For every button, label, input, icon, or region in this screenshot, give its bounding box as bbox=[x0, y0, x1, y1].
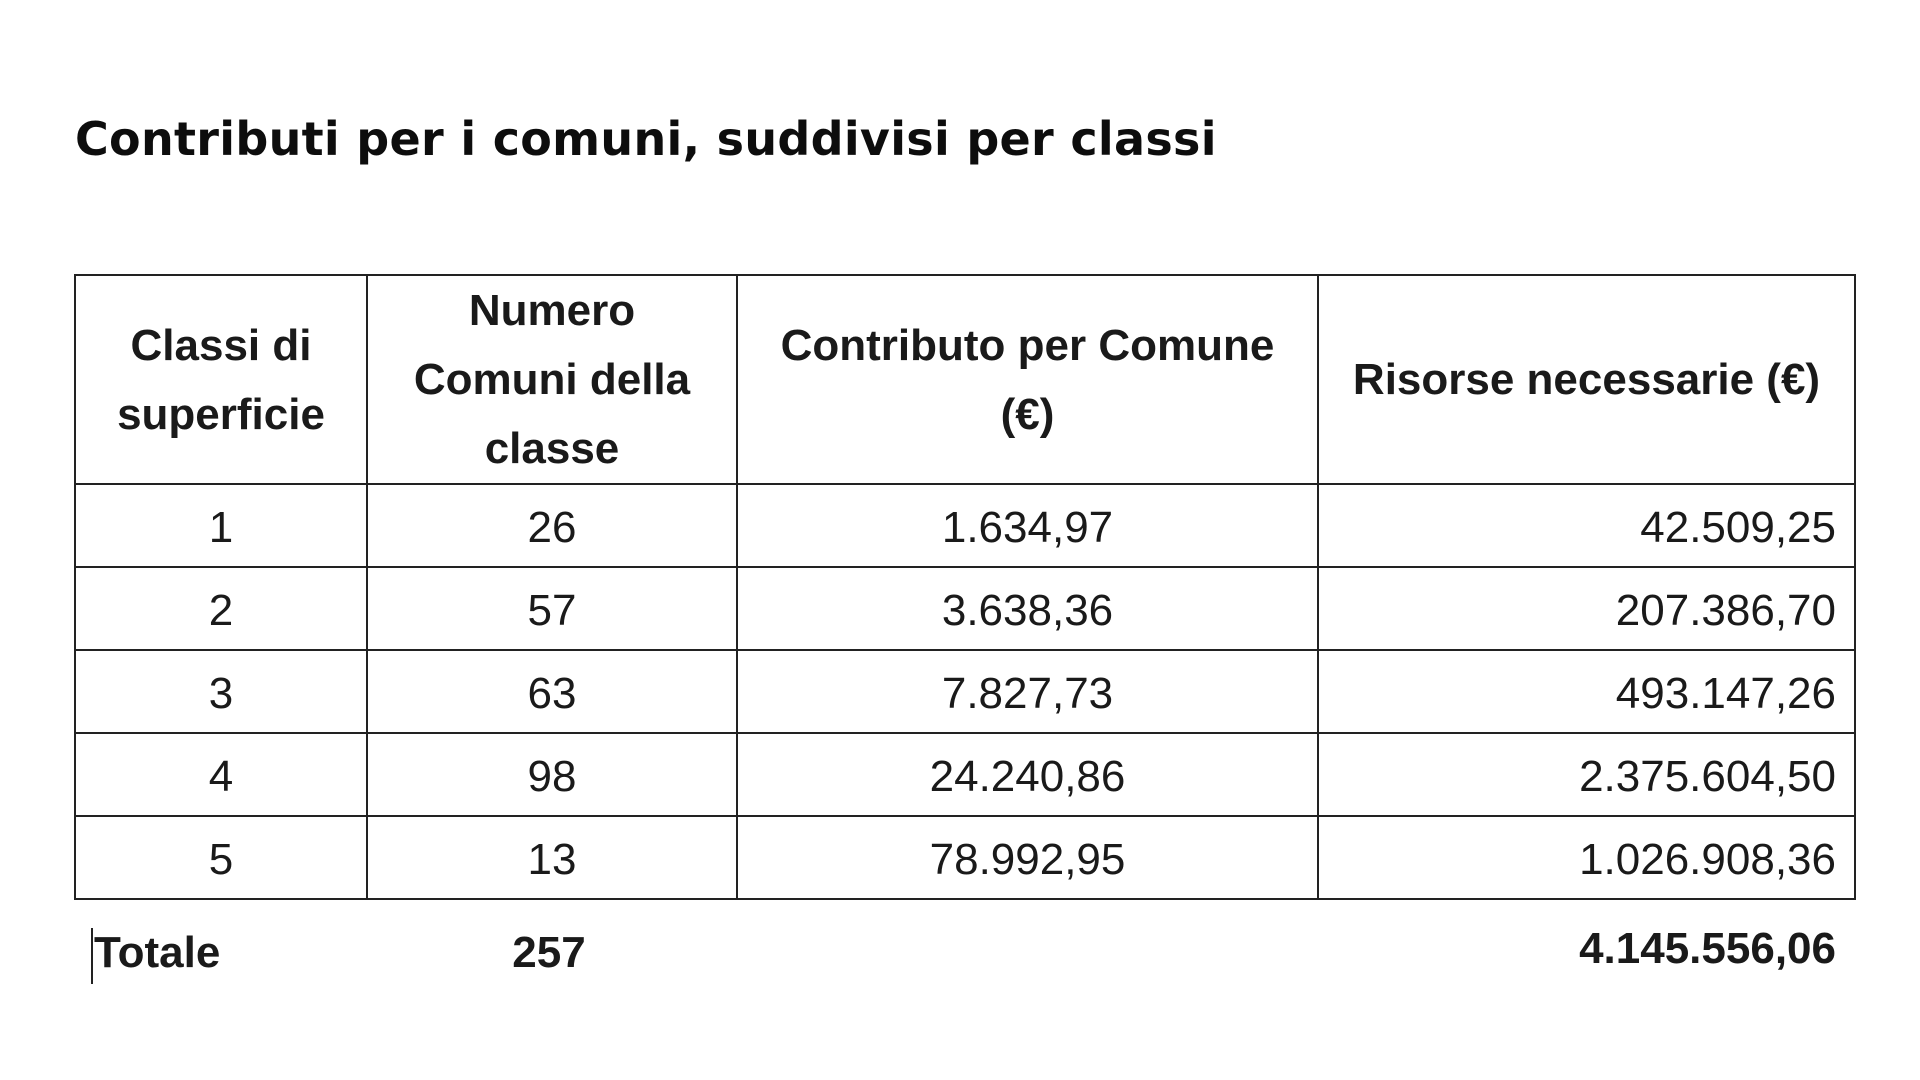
cell-contributo: 24.240,86 bbox=[737, 733, 1318, 816]
total-comuni: 257 bbox=[512, 928, 586, 977]
cell-risorse: 493.147,26 bbox=[1318, 650, 1855, 733]
contributi-table bbox=[74, 274, 1856, 900]
cell-classe: 1 bbox=[75, 484, 367, 567]
cell-classe: 2 bbox=[75, 567, 367, 650]
cell-classe: 5 bbox=[75, 816, 367, 899]
cell-contributo: 78.992,95 bbox=[737, 816, 1318, 899]
table-row bbox=[75, 816, 1855, 899]
cell-risorse: 207.386,70 bbox=[1318, 567, 1855, 650]
table-row bbox=[75, 484, 1855, 567]
cell-risorse: 1.026.908,36 bbox=[1318, 816, 1855, 899]
page-title: Contributi per i comuni, suddivisi per classi bbox=[75, 112, 1217, 166]
totals-row bbox=[74, 920, 1854, 990]
cell-numero-comuni: 63 bbox=[367, 650, 737, 733]
header-risorse-necessarie: Risorse necessarie (€) bbox=[1318, 275, 1855, 484]
cell-risorse: 42.509,25 bbox=[1318, 484, 1855, 567]
cell-classe: 4 bbox=[75, 733, 367, 816]
header-contributo-per-comune: Contributo per Comune (€) bbox=[737, 275, 1318, 484]
cell-classe: 3 bbox=[75, 650, 367, 733]
table-row bbox=[75, 733, 1855, 816]
text-cursor bbox=[91, 928, 93, 984]
total-label: Totale bbox=[94, 928, 221, 977]
cell-numero-comuni: 13 bbox=[367, 816, 737, 899]
table-row bbox=[75, 650, 1855, 733]
cell-numero-comuni: 98 bbox=[367, 733, 737, 816]
header-classi-superficie: Classi di superficie bbox=[75, 275, 367, 484]
cell-numero-comuni: 57 bbox=[367, 567, 737, 650]
total-risorse: 4.145.556,06 bbox=[1579, 924, 1836, 973]
cell-numero-comuni: 26 bbox=[367, 484, 737, 567]
cell-contributo: 1.634,97 bbox=[737, 484, 1318, 567]
table-row bbox=[75, 567, 1855, 650]
cell-contributo: 3.638,36 bbox=[737, 567, 1318, 650]
header-numero-comuni: Numero Comuni della classe bbox=[367, 275, 737, 484]
cell-contributo: 7.827,73 bbox=[737, 650, 1318, 733]
cell-risorse: 2.375.604,50 bbox=[1318, 733, 1855, 816]
table-header-row bbox=[75, 275, 1855, 484]
